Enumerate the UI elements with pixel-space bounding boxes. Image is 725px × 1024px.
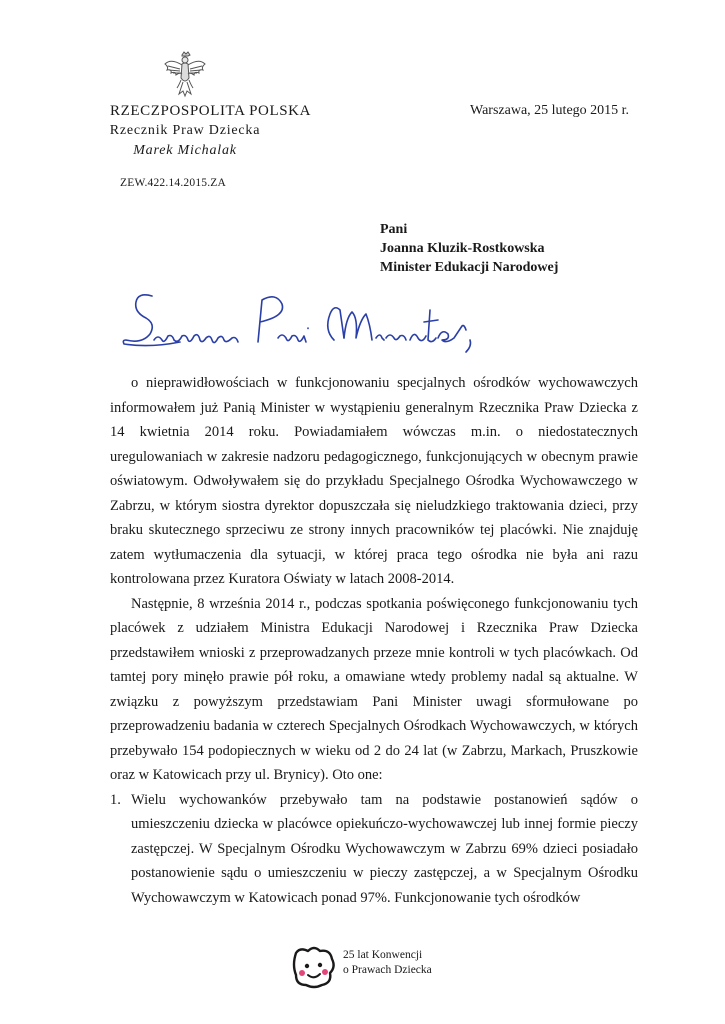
footer-caption	[343, 948, 432, 978]
recipient-name: Joanna Kluzik-Rostkowska	[380, 241, 545, 256]
body-paragraph: Następnie, 8 września 2014 r., podczas spotkania poświęconego funkcjonowaniu tych placówek z udziałem Ministra Edukacji Narodowej i Rzecznika Praw Dziecka przedstawiłem wnioski z przeprowadzanych przeze mnie kontroli w tych placówkach. Od tamtej pory minęło prawie pół roku, a omawiane wtedy problemy nadal są aktualne. W związku z powyższym przedstawiam Pani Minister uwagi sformułowane po przeprowadzeniu badania w czterech Specjalnych Ośrodkach Wychowawczych, w których przebywało 154 podopiecznych w wieku od 2 do 24 lat (w Zabrzu, Markach, Pruszkowie oraz w Katowicach przy ul. Brynicy). Oto one:	[110, 595, 638, 783]
header-office: Rzecznik Praw Dziecka	[109, 123, 261, 138]
list-item-text: Wielu wychowanków przebywało tam na podstawie postanowień sądów o umieszczeniu dziecka w placówce opiekuńczo-wychowawczej lub innej formie pieczy zastępczej. W Specjalnym Ośrodku Wychowawczym w Zabrzu 69% dzieci posiadało postanowienie sądu o umieszczeniu w pieczy zastępczej, a w Specjalnym Ośrodku Wychowawczym w Katowicach ponad 97%. Funkcjonowanie tych ośrodków	[131, 791, 638, 906]
header-person: Marek Michalak	[133, 143, 237, 158]
body-paragraph: o nieprawidłowościach w funkcjonowaniu specjalnych ośrodków wychowawczych informowałem już Panią Minister w wystąpieniu generalnym Rzecznika Praw Dziecka z 14 kwietnia 2014 roku. Powiadamiałem wówczas m.in. o niedostatecznych uregulowaniach w zakresie nadzoru pedagogicznego, funkcjonujących w obecnym prawie oświatowym. Odwoływałem się do przykładu Specjalnego Ośrodka Wychowawczego w Zabrzu, w którym siostra dyrektor dopuszczała się nieludzkiego traktowania dzieci, przy braku skutecznego sprzeciwu ze strony innych pracowników tej placówki. Nie znajduję zatem wytłumaczenia dla sytuacji, w której praca tego ośrodka nie była ani razu kontrolowana przez Kuratora Oświaty w latach 2008-2014.	[110, 375, 638, 587]
convention-anniversary-logo-icon	[290, 943, 338, 991]
footer-line-1: 25 lat Konwencji	[343, 949, 423, 961]
findings-list	[110, 788, 638, 911]
polish-eagle-emblem-icon	[163, 50, 207, 98]
list-item	[110, 788, 638, 911]
recipient-title: Pani	[380, 222, 408, 237]
handwritten-salutation	[120, 290, 480, 362]
list-item-number: 1.	[110, 791, 121, 808]
header-organization: RZECZPOSPOLITA POLSKA	[110, 103, 312, 119]
letter-body	[110, 371, 638, 910]
letter-date: Warszawa, 25 lutego 2015 r.	[470, 103, 630, 118]
recipient-position: Minister Edukacji Narodowej	[380, 260, 559, 275]
footer-line-2: o Prawach Dziecka	[343, 964, 432, 976]
reference-number: ZEW.422.14.2015.ZA	[120, 177, 227, 189]
